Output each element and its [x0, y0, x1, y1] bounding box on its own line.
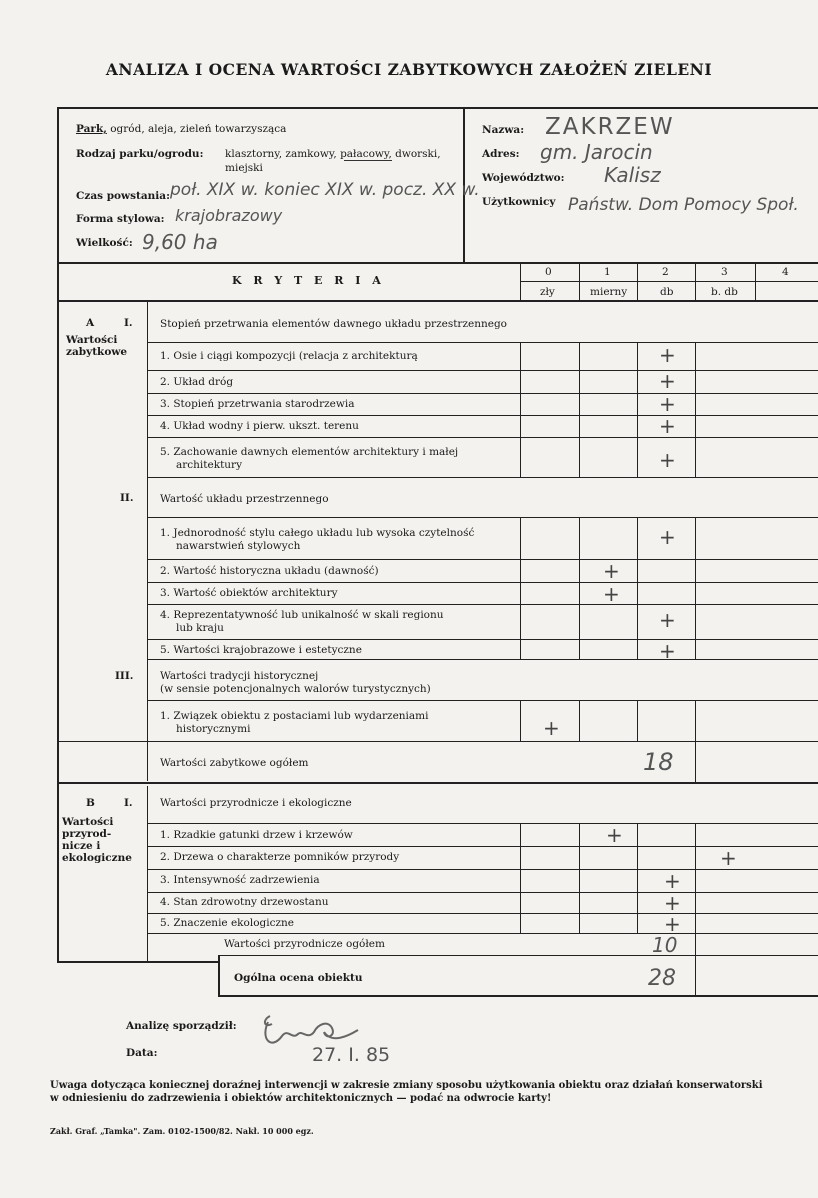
- row-line: [147, 892, 818, 893]
- a-ii-item-3: 3. Wartość obiektów architektury: [160, 587, 338, 599]
- wojewodztwo-label: Województwo:: [482, 172, 565, 184]
- mark-a-i-3: +: [659, 392, 676, 416]
- col-line: [520, 700, 521, 741]
- b-item-3: 3. Intensywność zadrzewienia: [160, 874, 320, 886]
- mark-b-5: +: [664, 912, 681, 936]
- col-4-label: 4: [782, 266, 789, 278]
- czas-label: Czas powstania:: [76, 190, 170, 202]
- col-line: [637, 700, 638, 741]
- a-iii-title: Wartości tradycji historycznej: [160, 670, 319, 682]
- rodzaj-values-2: miejski: [225, 162, 263, 174]
- col-line: [520, 517, 521, 659]
- b-item-5: 5. Znaczenie ekologiczne: [160, 917, 295, 929]
- frame-top: [57, 107, 818, 109]
- mark-a-iii-1: +: [543, 716, 560, 740]
- mark-a-i-5: +: [659, 448, 676, 472]
- a-ii-item-4: 4. Reprezentatywność lub unikalność w skali regionu: [160, 609, 444, 621]
- col-line: [695, 517, 696, 659]
- section-a-ii-roman: II.: [120, 492, 134, 504]
- row-line: [147, 559, 818, 560]
- rodzaj-values: klasztorny, zamkowy, pałacowy, dworski,: [225, 148, 441, 160]
- frame-bottom: [218, 995, 818, 997]
- col-line: [579, 517, 580, 659]
- col-0-label: 0: [545, 266, 552, 278]
- a-ii-item-2: 2. Wartość historyczna układu (dawność): [160, 565, 379, 577]
- forma-value: krajobrazowy: [175, 206, 283, 225]
- frame-left: [57, 107, 59, 962]
- palacowy-underline: [344, 160, 392, 161]
- data-label: Data:: [126, 1047, 158, 1059]
- row-line: [147, 342, 818, 343]
- col-line: [579, 342, 580, 477]
- col-line-1: [579, 262, 580, 302]
- wielkosc-label: Wielkość:: [76, 237, 133, 249]
- row-line: [147, 639, 818, 640]
- header-bottom: [57, 262, 818, 264]
- row-line: [147, 700, 818, 701]
- row-line: [147, 604, 818, 605]
- section-a-roman: I.: [124, 317, 133, 329]
- mark-a-ii-2: +: [603, 559, 620, 583]
- subcol-zly: zły: [540, 286, 555, 298]
- mark-a-ii-4: +: [659, 608, 676, 632]
- row-line: [147, 869, 818, 870]
- a-ii-title: Wartość układu przestrzennego: [160, 493, 329, 505]
- overall-label: Ogólna ocena obiektu: [234, 972, 363, 984]
- col-line: [520, 342, 521, 477]
- category-divider-a: [147, 301, 148, 781]
- category-divider-b: [147, 786, 148, 962]
- mark-a-ii-1: +: [659, 525, 676, 549]
- a-iii-item-1-cont: historycznymi: [176, 723, 251, 735]
- nazwa-label: Nazwa:: [482, 124, 525, 136]
- col-2-label: 2: [662, 266, 669, 278]
- section-a-name-2: zabytkowe: [66, 346, 128, 358]
- section-a-letter: A: [86, 317, 95, 329]
- b-total-label: Wartości przyrodnicze ogółem: [224, 938, 385, 950]
- b-item-4: 4. Stan zdrowotny drzewostanu: [160, 896, 329, 908]
- row-line: [147, 477, 818, 478]
- mark-a-i-2: +: [659, 369, 676, 393]
- a-ii-item-1-cont: nawarstwień stylowych: [176, 540, 301, 552]
- section-divider: [57, 782, 818, 784]
- col-line: [520, 823, 521, 933]
- b-total-value: 10: [652, 933, 678, 957]
- col-line: [695, 823, 696, 995]
- a-i-item-3: 3. Stopień przetrwania starodrzewia: [160, 398, 355, 410]
- section-a-name: Wartości: [66, 334, 118, 346]
- section-b-roman: I.: [124, 797, 133, 809]
- park-field: Park, ogród, aleja, zieleń towarzysząca: [76, 123, 287, 135]
- row-line: [147, 913, 818, 914]
- adres-label: Adres:: [482, 148, 520, 160]
- frame-bottom-left: [57, 961, 220, 963]
- data-value: 27. I. 85: [312, 1044, 391, 1066]
- criteria-header-bottom: [57, 300, 818, 302]
- wielkosc-value: 9,60 ha: [142, 230, 218, 254]
- col-1-label: 1: [604, 266, 611, 278]
- analiza-label: Analizę sporządził:: [126, 1020, 237, 1032]
- col-line: [637, 823, 638, 933]
- row-line: [147, 823, 818, 824]
- b-item-2: 2. Drzewa o charakterze pomników przyrody: [160, 851, 400, 863]
- a-i-item-1: 1. Osie i ciągi kompozycji (relacja z architekturą: [160, 350, 418, 362]
- printer-info: Zakł. Graf. „Tamka". Zam. 0102-1500/82. Nakł. 10 000 egz.: [50, 1126, 314, 1136]
- col-line: [579, 823, 580, 933]
- b-title: Wartości przyrodnicze i ekologiczne: [160, 797, 352, 809]
- mark-b-3: +: [664, 869, 681, 893]
- row-line: [57, 741, 818, 742]
- mark-a-ii-5: +: [659, 639, 676, 663]
- a-i-item-2: 2. Układ dróg: [160, 376, 234, 388]
- overall-value: 28: [648, 966, 676, 991]
- section-a-iii-roman: III.: [115, 670, 134, 682]
- row-line: [147, 659, 818, 660]
- a-i-item-5: 5. Zachowanie dawnych elementów architektury i małej: [160, 446, 459, 458]
- forma-label: Forma stylowa:: [76, 213, 165, 225]
- col-3-label: 3: [721, 266, 728, 278]
- col-line: [695, 700, 696, 782]
- rodzaj-label: Rodzaj parku/ogrodu:: [76, 148, 204, 160]
- a-iii-title-2: (w sensie potencjonalnych walorów turystycznych): [160, 683, 431, 695]
- a-total-label: Wartości zabytkowe ogółem: [160, 757, 309, 769]
- col-line-3: [695, 262, 696, 302]
- row-line: [218, 955, 818, 956]
- section-b-name-1: Wartości: [62, 816, 114, 828]
- row-line: [147, 393, 818, 394]
- subcol-db: db: [660, 286, 674, 298]
- wojewodztwo-value: Kalisz: [604, 163, 661, 187]
- overall-left: [218, 955, 220, 997]
- subcol-bdb: b. db: [711, 286, 738, 298]
- row-line: [147, 933, 818, 934]
- subcol-mierny: mierny: [590, 286, 628, 298]
- a-ii-item-5: 5. Wartości krajobrazowe i estetyczne: [160, 644, 362, 656]
- row-line: [147, 415, 818, 416]
- adres-value: gm. Jarocin: [540, 140, 653, 164]
- note-line-1: Uwaga dotycząca koniecznej doraźnej interwencji w zakresie zmiany sposobu użytkowania obiektu oraz działań konserwatorski: [50, 1080, 763, 1091]
- a-iii-item-1: 1. Związek obiektu z postaciami lub wydarzeniami: [160, 710, 429, 722]
- uzytkownicy-value: Państw. Dom Pomocy Społ.: [568, 195, 799, 215]
- mark-b-4: +: [664, 891, 681, 915]
- a-i-item-4: 4. Układ wodny i pierw. ukszt. terenu: [160, 420, 359, 432]
- kryteria-heading: K R Y T E R I A: [232, 274, 385, 287]
- note-line-2: w odniesieniu do zadrzewienia i obiektów architektonicznych — podać na odwrocie karty!: [50, 1093, 552, 1104]
- mark-b-2: +: [720, 846, 737, 870]
- col-line-0: [520, 262, 521, 302]
- col-line-4: [755, 262, 756, 302]
- a-i-item-5-cont: architektury: [176, 459, 243, 471]
- section-b-name-4: ekologiczne: [62, 852, 132, 864]
- col-line: [637, 342, 638, 477]
- subheader-line: [520, 281, 818, 282]
- czas-value: poł. XIX w. koniec XIX w. pocz. XX w.: [170, 180, 480, 200]
- a-i-title: Stopień przetrwania elementów dawnego układu przestrzennego: [160, 318, 507, 330]
- row-line: [147, 370, 818, 371]
- col-line: [695, 342, 696, 477]
- row-line: [147, 846, 818, 847]
- section-b-name-2: przyrod-: [62, 828, 112, 840]
- a-ii-item-4-cont: lub kraju: [176, 622, 224, 634]
- a-total-value: 18: [643, 748, 674, 776]
- section-b-letter: B: [86, 797, 95, 809]
- b-item-1: 1. Rzadkie gatunki drzew i krzewów: [160, 829, 353, 841]
- mark-a-i-4: +: [659, 414, 676, 438]
- row-line: [147, 582, 818, 583]
- mark-b-1: +: [606, 823, 623, 847]
- row-line: [147, 437, 818, 438]
- a-ii-item-1: 1. Jednorodność stylu całego układu lub wysoka czytelność: [160, 527, 475, 539]
- col-line-2: [637, 262, 638, 302]
- row-line: [147, 517, 818, 518]
- section-b-name-3: nicze i: [62, 840, 101, 852]
- col-line: [637, 517, 638, 659]
- mark-a-ii-3: +: [603, 582, 620, 606]
- uzytkownicy-label: Użytkownicy: [482, 196, 556, 208]
- form-title: ANALIZA I OCENA WARTOŚCI ZABYTKOWYCH ZAŁOŻEŃ ZIELENI: [105, 60, 713, 79]
- nazwa-value: ZAKRZEW: [545, 114, 675, 140]
- col-line: [579, 700, 580, 741]
- mark-a-i-1: +: [659, 343, 676, 367]
